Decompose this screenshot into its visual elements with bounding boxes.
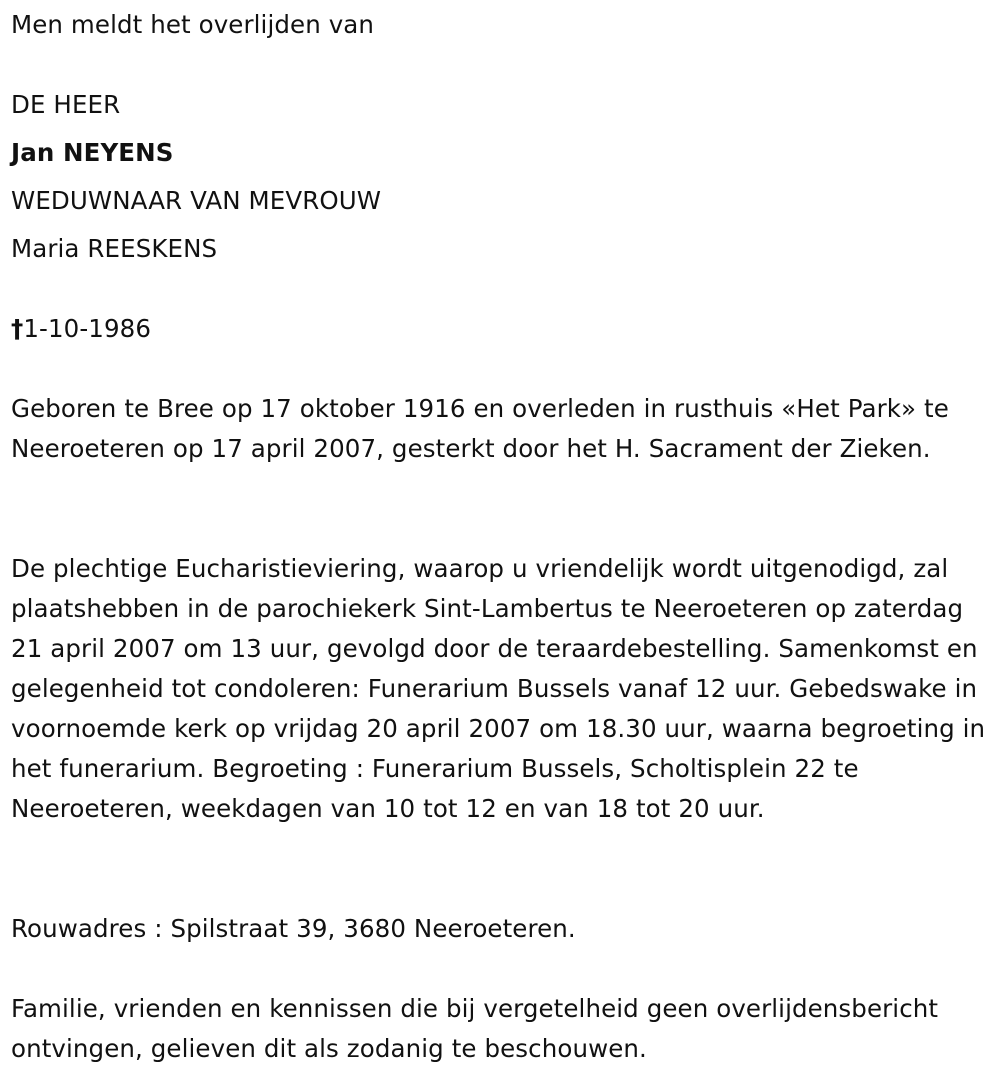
honorific: DE HEER bbox=[11, 90, 121, 119]
address-paragraph: Rouwadres : Spilstraat 39, 3680 Neeroeteren. bbox=[11, 914, 576, 943]
spouse-name: Maria REESKENS bbox=[11, 234, 218, 263]
closing-paragraph: Familie, vrienden en kennissen die bij vergetelheid geen overlijdensbericht ontvingen, gelieven dit als zodanig te beschouwen. bbox=[11, 994, 939, 1063]
ceremony-paragraph: De plechtige Eucharistieviering, waarop u vriendelijk wordt uitgenodigd, zal plaatshebben in de parochiekerk Sint-Lambertus te Neeroeteren op zaterdag 21 april 2007 om 13 uur, gevolgd door de teraardebestelling. Samenkomst en gelegenheid tot condoleren: Funerarium Bussels vanaf 12 uur. Gebedswake in voornoemde kerk op vrijdag 20 april 2007 om 18.30 uur, waarna begroeting in het funerarium. Begroeting : Funerarium Bussels, Scholtisplein 22 te Neeroeteren, weekdagen van 10 tot 12 en van 18 tot 20 uur. bbox=[11, 554, 986, 823]
intro-text: Men meldt het overlijden van bbox=[11, 10, 375, 39]
cross-icon: † bbox=[11, 314, 24, 343]
birth-death-paragraph: Geboren te Bree op 17 oktober 1916 en overleden in rusthuis «Het Park» te Neeroeteren op 17 april 2007, gesterkt door het H. Sacrament der Zieken. bbox=[11, 394, 949, 463]
death-date-line bbox=[11, 309, 151, 349]
relation-text: WEDUWNAAR VAN MEVROUW bbox=[11, 186, 382, 215]
death-date: 1-10-1986 bbox=[23, 314, 152, 343]
deceased-name: Jan NEYENS bbox=[11, 138, 174, 167]
